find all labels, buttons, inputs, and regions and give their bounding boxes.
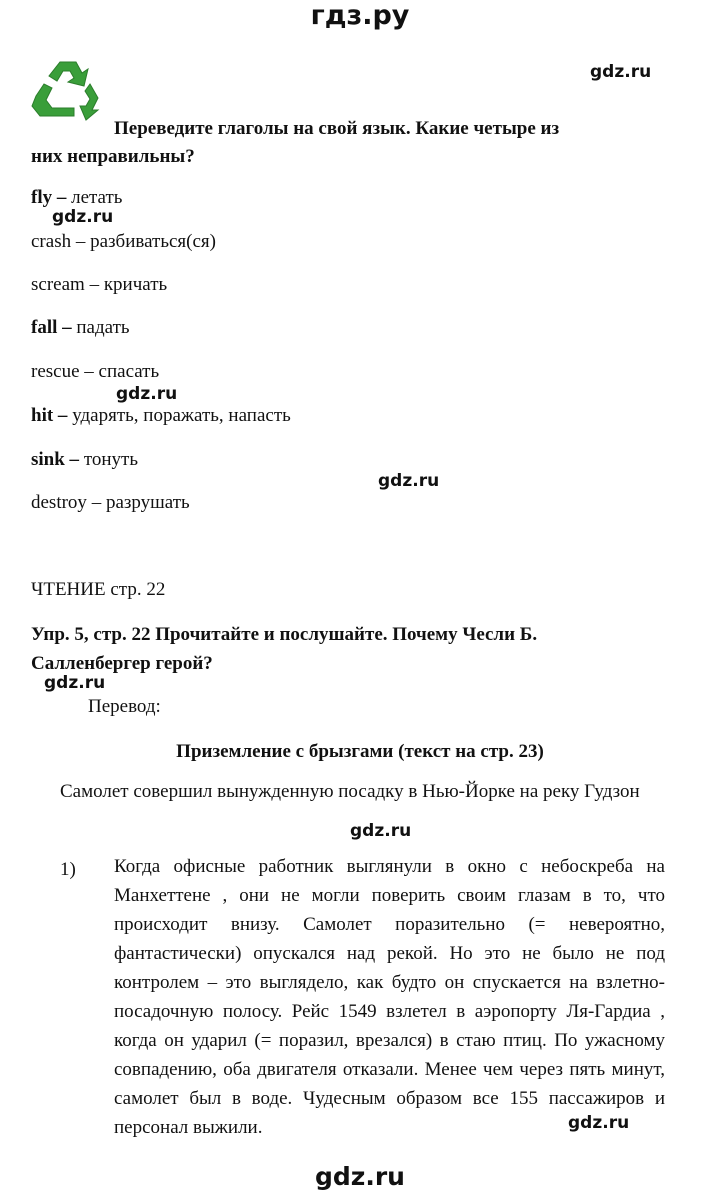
- verb-item: [31, 491, 190, 515]
- verb-word: destroy: [31, 492, 87, 513]
- watermark: gdz.ru: [116, 384, 178, 404]
- verb-word: crash: [31, 231, 72, 252]
- verb-item: [31, 230, 216, 254]
- watermark: gdz.ru: [52, 207, 114, 227]
- verb-translation: падать: [71, 317, 130, 338]
- verb-item: [31, 273, 167, 297]
- paragraph-text: Когда офисные работник выглянули в окно с небоскреба на Манхеттене , они не могли поверить своим глазам в то, что происходит внизу. Самолет поразительно (= невероятно, фантастически) опускался над рекой. Но это не было не под контролем – это выглядело, как будто он спускается на взлетно-посадочную полосу. Рейс 1549 взлетел в аэропорту Ля-Гардиа , когда он ударил (= поразил, врезался) в стаю птиц. По ужасному совпадению, оба двигателя отказали. Менее чем через пять минут, самолет был в воде. Чудесным образом все 155 пассажиров и персонал выжили.: [114, 856, 665, 1138]
- verb-item: [31, 404, 291, 428]
- verb-item: [31, 316, 130, 340]
- verb-translation: летать: [66, 187, 123, 208]
- text-subtitle: Самолет совершил вынужденную посадку в Нью-Йорке на реку Гудзон: [60, 781, 640, 802]
- watermark: gdz.ru: [590, 62, 652, 82]
- watermark: gdz.ru: [378, 471, 440, 491]
- verb-word: sink –: [31, 449, 80, 470]
- watermark: gdz.ru: [44, 673, 106, 693]
- section-label: ЧТЕНИЕ стр. 22: [31, 579, 166, 600]
- translation-label: Перевод:: [88, 696, 161, 717]
- recycle-icon: [30, 56, 106, 122]
- verb-word: rescue: [31, 361, 80, 382]
- verb-word: hit –: [31, 405, 68, 426]
- paragraph-number: 1): [60, 859, 76, 880]
- exercise-heading-line2: Салленбергер герой?: [31, 653, 213, 674]
- exercise-heading-line1: Упр. 5, стр. 22 Прочитайте и послушайте. Почему Чесли Б.: [31, 624, 538, 645]
- verb-item: [31, 360, 159, 384]
- site-watermark-top: гдз.ру: [310, 0, 410, 31]
- verb-translation: тонуть: [79, 449, 139, 470]
- verb-translation: ударять, поражать, напасть: [67, 405, 291, 426]
- watermark: gdz.ru: [568, 1113, 630, 1133]
- verb-translation: – спасать: [79, 361, 160, 382]
- verb-word: scream: [31, 274, 85, 295]
- watermark: gdz.ru: [350, 821, 412, 841]
- task-heading-line2: них неправильны?: [31, 146, 195, 167]
- site-watermark-bottom: gdz.ru: [315, 1162, 405, 1191]
- verb-translation: – разрушать: [86, 492, 190, 513]
- text-title: Приземление с брызгами (текст на стр. 23): [176, 741, 544, 762]
- verb-item: [31, 448, 138, 472]
- verb-word: fall –: [31, 317, 72, 338]
- task-heading-line1: Переведите глаголы на свой язык. Какие четыре из: [114, 118, 560, 139]
- verb-word: fly –: [31, 187, 67, 208]
- verb-translation: – разбиваться(ся): [71, 231, 216, 252]
- verb-translation: – кричать: [84, 274, 168, 295]
